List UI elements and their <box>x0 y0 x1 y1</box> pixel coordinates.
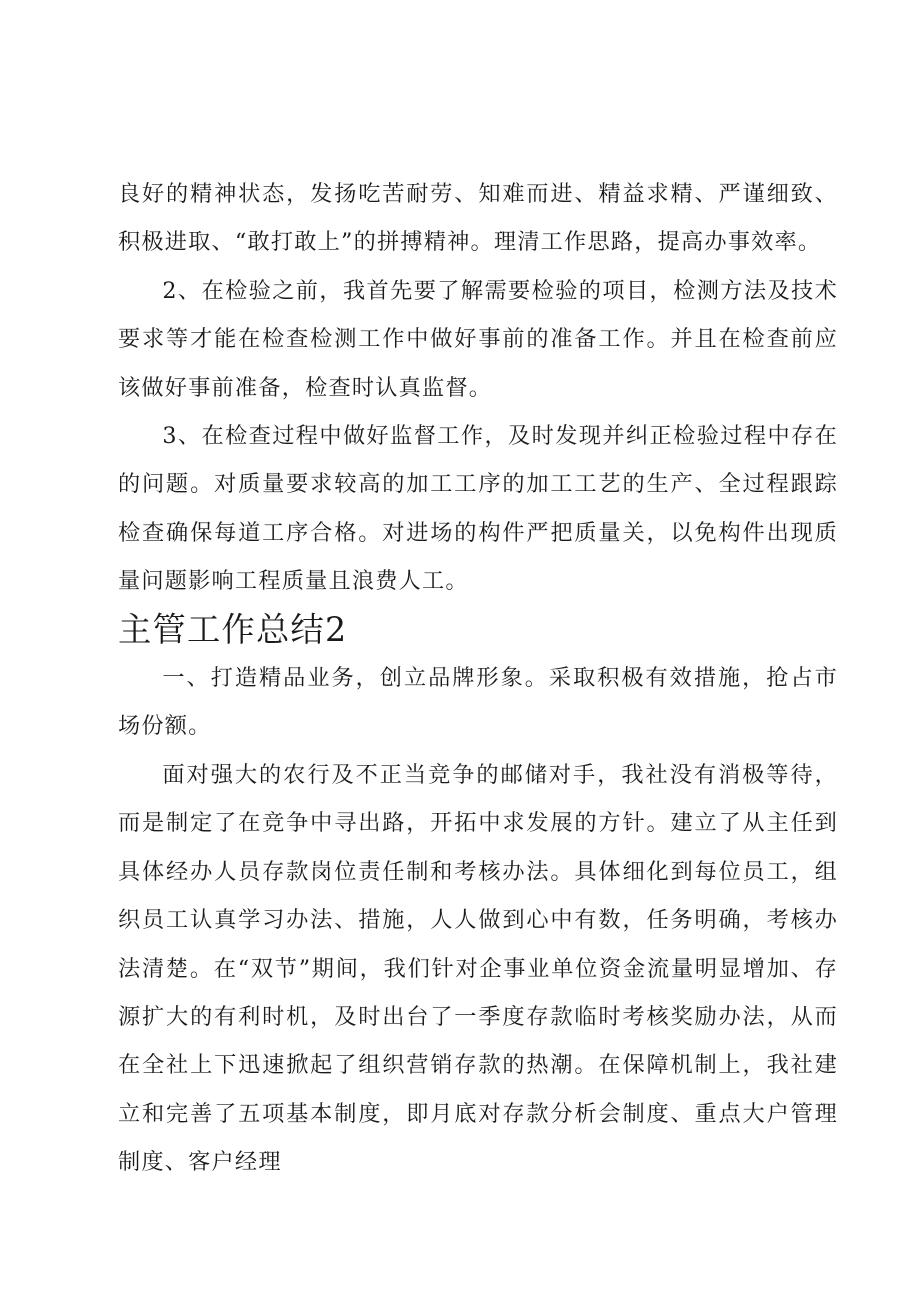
paragraph-item-3: 3、在检查过程中做好监督工作，及时发现并纠正检验过程中存在的问题。对质量要求较高的加工工序的加工工艺的生产、全过程跟踪检查确保每道工序合格。对进场的构件严把质量关，以免构件出现质量问题影响工程质量且浪费人工。 <box>118 423 838 595</box>
document-body <box>118 170 838 1187</box>
paragraph-work-spirit: 良好的精神状态，发扬吃苦耐劳、知难而进、精益求精、严谨细致、积极进取、“敢打敢上”的拼搏精神。理清工作思路，提高办事效率。 <box>118 181 838 256</box>
section-heading: 主管工作总结2 <box>118 609 348 649</box>
paragraph-section-body: 面对强大的农行及不正当竞争的邮储对手，我社没有消极等待，而是制定了在竞争中寻出路，开拓中求发展的方针。建立了从主任到具体经办人员存款岗位责任制和考核办法。具体细化到每位员工，组织员工认真学习办法、措施，人人做到心中有数，任务明确，考核办法清楚。在“双节”期间，我们针对企事业单位资金流量明显增加、存源扩大的有利时机，及时出台了一季度存款临时考核奖励办法，从而在全社上下迅速掀起了组织营销存款的热潮。在保障机制上，我社建立和完善了五项基本制度，即月底对存款分析会制度、重点大户管理制度、客户经理 <box>118 761 838 1176</box>
paragraph-item-2: 2、在检验之前，我首先要了解需要检验的项目，检测方法及技术要求等才能在检查检测工作中做好事前的准备工作。并且在检查前应该做好事前准备，检查时认真监督。 <box>118 277 838 401</box>
paragraph-section-point-1: 一、打造精品业务，创立品牌形象。采取积极有效措施，抢占市场份额。 <box>118 665 838 740</box>
